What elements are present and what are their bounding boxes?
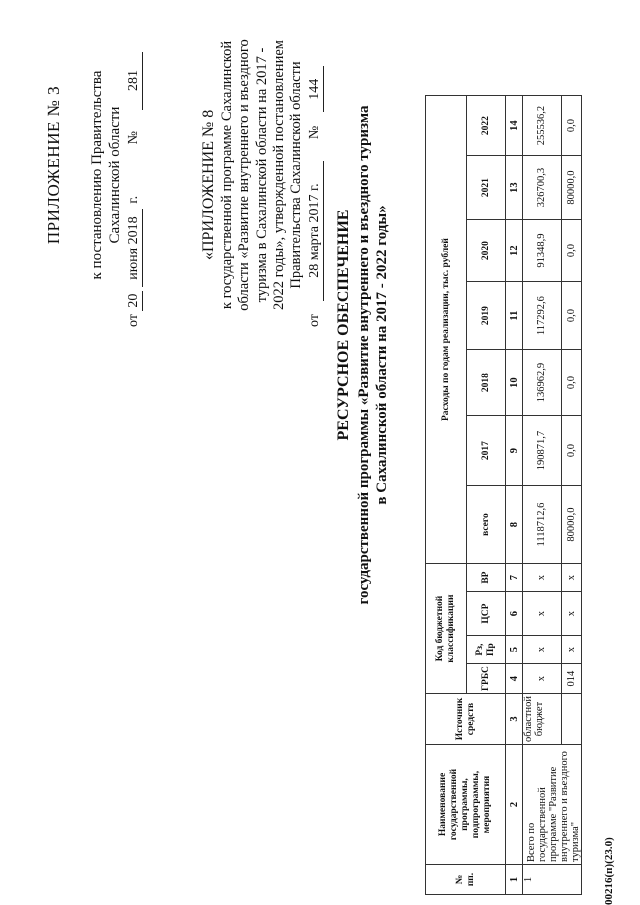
- header-grbs: ГРБС: [467, 664, 506, 694]
- col-number-3: 3: [506, 694, 523, 745]
- header-year-2021: 2021: [467, 156, 506, 220]
- table-row: [523, 96, 562, 895]
- col-number-8: 8: [506, 486, 523, 564]
- row2-source-empty: [561, 694, 581, 745]
- resource-provision-title: РЕСУРСНОЕ ОБЕСПЕЧЕНИЕ: [335, 209, 352, 441]
- row2-vr: х: [561, 564, 581, 592]
- appendix-3-year-suffix: г.: [126, 195, 141, 204]
- resource-provision-subtitle: [355, 75, 391, 635]
- appendix-8-text: [219, 10, 305, 340]
- header-rpr: Рз, Пр: [467, 636, 506, 664]
- appendix-8-dateline: [307, 66, 324, 327]
- row1-vr: х: [523, 564, 562, 592]
- appendix-8-line-3: туризма в Сахалинской области на 2017 -: [253, 47, 270, 303]
- row2-2021: 80000,0: [561, 156, 581, 220]
- header-num: № пп.: [426, 865, 506, 895]
- row2-2019: 0,0: [561, 282, 581, 350]
- header-year-2017: 2017: [467, 416, 506, 486]
- row2-2017: 0,0: [561, 416, 581, 486]
- appendix-8-line-1: к государственной программе Сахалинской: [219, 40, 235, 310]
- col-number-1: 1: [506, 865, 523, 895]
- appendix-3-number: 281: [126, 52, 143, 110]
- row1-rpr: х: [523, 636, 562, 664]
- col-number-4: 4: [506, 664, 523, 694]
- header-csr: ЦСР: [467, 592, 506, 636]
- header-name: Наименование государственной программы, подпрограммы, мероприятия: [426, 745, 506, 865]
- appendix-8-line-2: области «Развитие внутреннего и въездного: [236, 39, 253, 311]
- row1-2021: 326700,3: [523, 156, 562, 220]
- appendix-3-date-day: 20: [126, 291, 143, 311]
- header-total: всего: [467, 486, 506, 564]
- col-number-7: 7: [506, 564, 523, 592]
- footer-document-code: 00216(п)(23.0): [603, 837, 615, 905]
- col-number-2: 2: [506, 745, 523, 865]
- row-program-name: Всего по государственной программе "Развитие внутреннего и въездного туризма": [523, 745, 582, 865]
- table-header-row-1: [426, 96, 467, 895]
- appendix-8-title: «ПРИЛОЖЕНИЕ № 8: [200, 109, 217, 260]
- header-year-2018: 2018: [467, 350, 506, 416]
- appendix-8-line-4: 2022 годы», утвержденной постановлением: [270, 40, 287, 310]
- header-expenses: Расходы по годам реализации, тыс. рублей: [426, 96, 467, 564]
- row2-rpr: х: [561, 636, 581, 664]
- header-vr: ВР: [467, 564, 506, 592]
- header-source: Источник средств: [426, 694, 506, 745]
- row-num: 1: [523, 865, 582, 895]
- row1-2017: 190871,7: [523, 416, 562, 486]
- appendix-3-title: ПРИЛОЖЕНИЕ № 3: [44, 85, 63, 245]
- appendix-3-number-label: №: [126, 131, 141, 145]
- col-number-5: 5: [506, 636, 523, 664]
- appendix-8-date: 28 марта 2017 г.: [307, 161, 324, 301]
- row2-2018: 0,0: [561, 350, 581, 416]
- header-year-2019: 2019: [467, 282, 506, 350]
- appendix-8-number: 144: [307, 66, 324, 112]
- row1-2022: 255536,2: [523, 96, 562, 156]
- row1-2019: 117292,6: [523, 282, 562, 350]
- row1-2018: 136962,9: [523, 350, 562, 416]
- resource-subtitle-line-2: в Сахалинской области на 2017 - 2022 годы»: [374, 205, 390, 505]
- row1-csr: х: [523, 592, 562, 636]
- header-budget-code: Код бюджетной классификации: [426, 564, 467, 694]
- row2-total: 80000,0: [561, 486, 581, 564]
- row2-csr: х: [561, 592, 581, 636]
- col-number-14: 14: [506, 96, 523, 156]
- row2-grbs: 014: [561, 664, 581, 694]
- col-number-12: 12: [506, 220, 523, 282]
- appendix-8-line-5: Правительства Сахалинской области: [288, 61, 305, 289]
- appendix-3-dateline: [126, 52, 143, 327]
- col-number-6: 6: [506, 592, 523, 636]
- appendix-3-text: [88, 25, 124, 325]
- appendix-3-from-label: от: [126, 314, 141, 327]
- col-number-9: 9: [506, 416, 523, 486]
- appendix-3-line-1: к постановлению Правительства: [89, 70, 105, 280]
- row1-2020: 91348,9: [523, 220, 562, 282]
- resource-subtitle-line-1: государственной программы «Развитие внутреннего и въездного туризма: [356, 105, 372, 605]
- resource-table: [425, 95, 582, 895]
- appendix-8-number-label: №: [307, 125, 322, 140]
- row1-total: 1118712,6: [523, 486, 562, 564]
- column-number-row: [506, 96, 523, 895]
- col-number-11: 11: [506, 282, 523, 350]
- header-year-2020: 2020: [467, 220, 506, 282]
- row2-2022: 0,0: [561, 96, 581, 156]
- appendix-3-date-month-year: июня 2018: [126, 209, 143, 287]
- appendix-3-line-2: Сахалинской области: [107, 106, 123, 244]
- row-source: областной бюджет: [523, 694, 562, 745]
- col-number-10: 10: [506, 350, 523, 416]
- header-year-2022: 2022: [467, 96, 506, 156]
- appendix-8-from-label: от: [307, 314, 322, 327]
- col-number-13: 13: [506, 156, 523, 220]
- row2-2020: 0,0: [561, 220, 581, 282]
- row1-grbs: х: [523, 664, 562, 694]
